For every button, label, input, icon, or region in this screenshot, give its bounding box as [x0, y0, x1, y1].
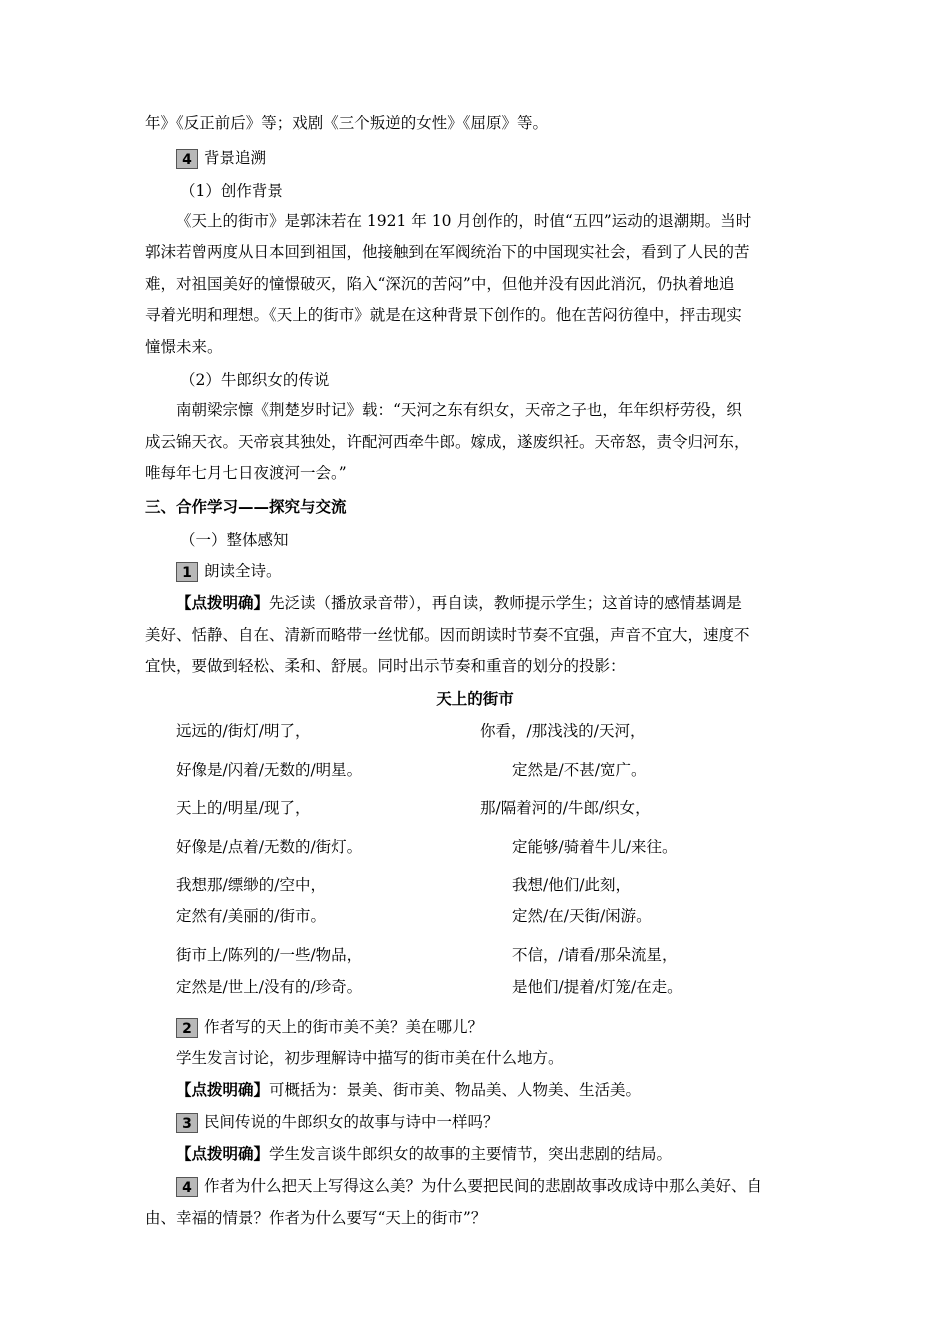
poem-line: 是他们/提着/灯笼/在走。 — [512, 978, 683, 996]
hint-paragraph-line: 宜快，要做到轻松、柔和、舒展。同时出示节奏和重音的划分的投影： — [145, 657, 626, 675]
hint-label: 【点拨明确】 — [176, 1145, 270, 1163]
background-paragraph-line: 憧憬未来。 — [145, 338, 223, 356]
poem-line: 好像是/闪着/无数的/明星。 — [176, 761, 363, 779]
intro-line: 年》《反正前后》等；戏剧《三个叛逆的女性》《屈原》等。 — [145, 114, 549, 132]
part-heading: （一）整体感知 — [180, 531, 289, 549]
section-title: 背景追溯 — [204, 149, 267, 167]
background-paragraph-line: 郭沫若曾两度从日本回到祖国，他接触到在军阀统治下的中国现实社会，看到了人民的苦 — [145, 243, 750, 261]
poem-line: 定然是/不甚/宽广。 — [512, 761, 647, 779]
hint-text: 先泛读（播放录音带），再自读，教师提示学生；这首诗的感情基调是 — [269, 594, 742, 612]
poem-line: 远远的/街灯/明了， — [176, 722, 311, 740]
background-paragraph-line: 难，对祖国美好的憧憬破灭，陷入“深沉的苦闷”中，但他并没有因此消沉，仍执着地追 — [145, 275, 735, 293]
poem-line: 我想/他们/此刻， — [512, 876, 631, 894]
hint-paragraph-line: 美好、恬静、自在、清新而略带一丝忧郁。因而朗读时节奏不宜强，声音不宜大，速度不 — [145, 626, 750, 644]
subheading-creation-background: （1）创作背景 — [180, 182, 283, 200]
poem-line: 不信，/请看/那朵流星， — [512, 946, 678, 964]
question-text-continued: 由、幸福的情景？作者为什么要写“天上的街市”？ — [145, 1209, 487, 1227]
section-number-badge: 4 — [176, 149, 198, 169]
legend-paragraph-line: 唯每年七月七日夜渡河一会。” — [145, 464, 347, 482]
question-4 — [176, 1176, 762, 1197]
hint-label: 【点拨明确】 — [176, 1081, 270, 1099]
question-text: 民间传说的牛郎织女的故事与诗中一样吗？ — [204, 1113, 499, 1131]
discussion-line: 学生发言讨论，初步理解诗中描写的街市美在什么地方。 — [176, 1049, 564, 1067]
question-number-badge: 1 — [176, 562, 198, 582]
question-text: 作者为什么把天上写得这么美？为什么要把民间的悲剧故事改成诗中那么美好、自 — [204, 1177, 763, 1195]
poem-line: 那/隔着河的/牛郎/织女， — [480, 799, 651, 817]
poem-line: 天上的/明星/现了， — [176, 799, 311, 817]
question-number-badge: 4 — [176, 1177, 198, 1197]
question-2 — [176, 1017, 483, 1038]
question-text: 朗读全诗。 — [204, 562, 282, 580]
poem-line: 定然是/世上/没有的/珍奇。 — [176, 978, 363, 996]
section-heading: 三、合作学习——探究与交流 — [145, 498, 347, 516]
poem-line: 我想那/缥缈的/空中， — [176, 876, 326, 894]
question-number-badge: 2 — [176, 1018, 198, 1038]
legend-paragraph-line: 成云锦天衣。天帝哀其独处，许配河西牵牛郎。嫁成，遂废织衽。天帝怒，责令归河东， — [145, 433, 750, 451]
background-paragraph-line: 《天上的街市》是郭沫若在 1921 年 10 月创作的，时值“五四”运动的退潮期。当时 — [176, 212, 752, 230]
hint-label: 【点拨明确】 — [176, 594, 270, 612]
hint-text: 学生发言谈牛郎织女的故事的主要情节，突出悲剧的结局。 — [269, 1145, 673, 1163]
poem-line: 定然有/美丽的/街市。 — [176, 907, 326, 925]
hint-paragraph-line — [176, 1144, 672, 1164]
poem-title: 天上的街市 — [436, 690, 514, 708]
hint-paragraph-line — [176, 1080, 641, 1100]
question-number-badge: 3 — [176, 1113, 198, 1133]
question-text: 作者写的天上的街市美不美？美在哪儿？ — [204, 1018, 484, 1036]
hint-text: 可概括为：景美、街市美、物品美、人物美、生活美。 — [269, 1081, 642, 1099]
poem-line: 定能够/骑着牛儿/来往。 — [512, 838, 678, 856]
hint-paragraph-line — [176, 593, 742, 613]
question-1 — [176, 561, 282, 582]
section-background-heading — [176, 148, 266, 169]
poem-line: 定然/在/天街/闲游。 — [512, 907, 652, 925]
poem-line: 好像是/点着/无数的/街灯。 — [176, 838, 363, 856]
legend-paragraph-line: 南朝梁宗懔《荆楚岁时记》载：“天河之东有织女，天帝之子也，年年织杼劳役，织 — [176, 401, 742, 419]
question-3 — [176, 1112, 499, 1133]
background-paragraph-line: 寻着光明和理想。《天上的街市》就是在这种背景下创作的。他在苦闷彷徨中，抨击现实 — [145, 306, 742, 324]
poem-line: 街市上/陈列的/一些/物品， — [176, 946, 363, 964]
poem-line: 你看，/那浅浅的/天河， — [480, 722, 646, 740]
subheading-legend: （2）牛郎织女的传说 — [180, 371, 330, 389]
